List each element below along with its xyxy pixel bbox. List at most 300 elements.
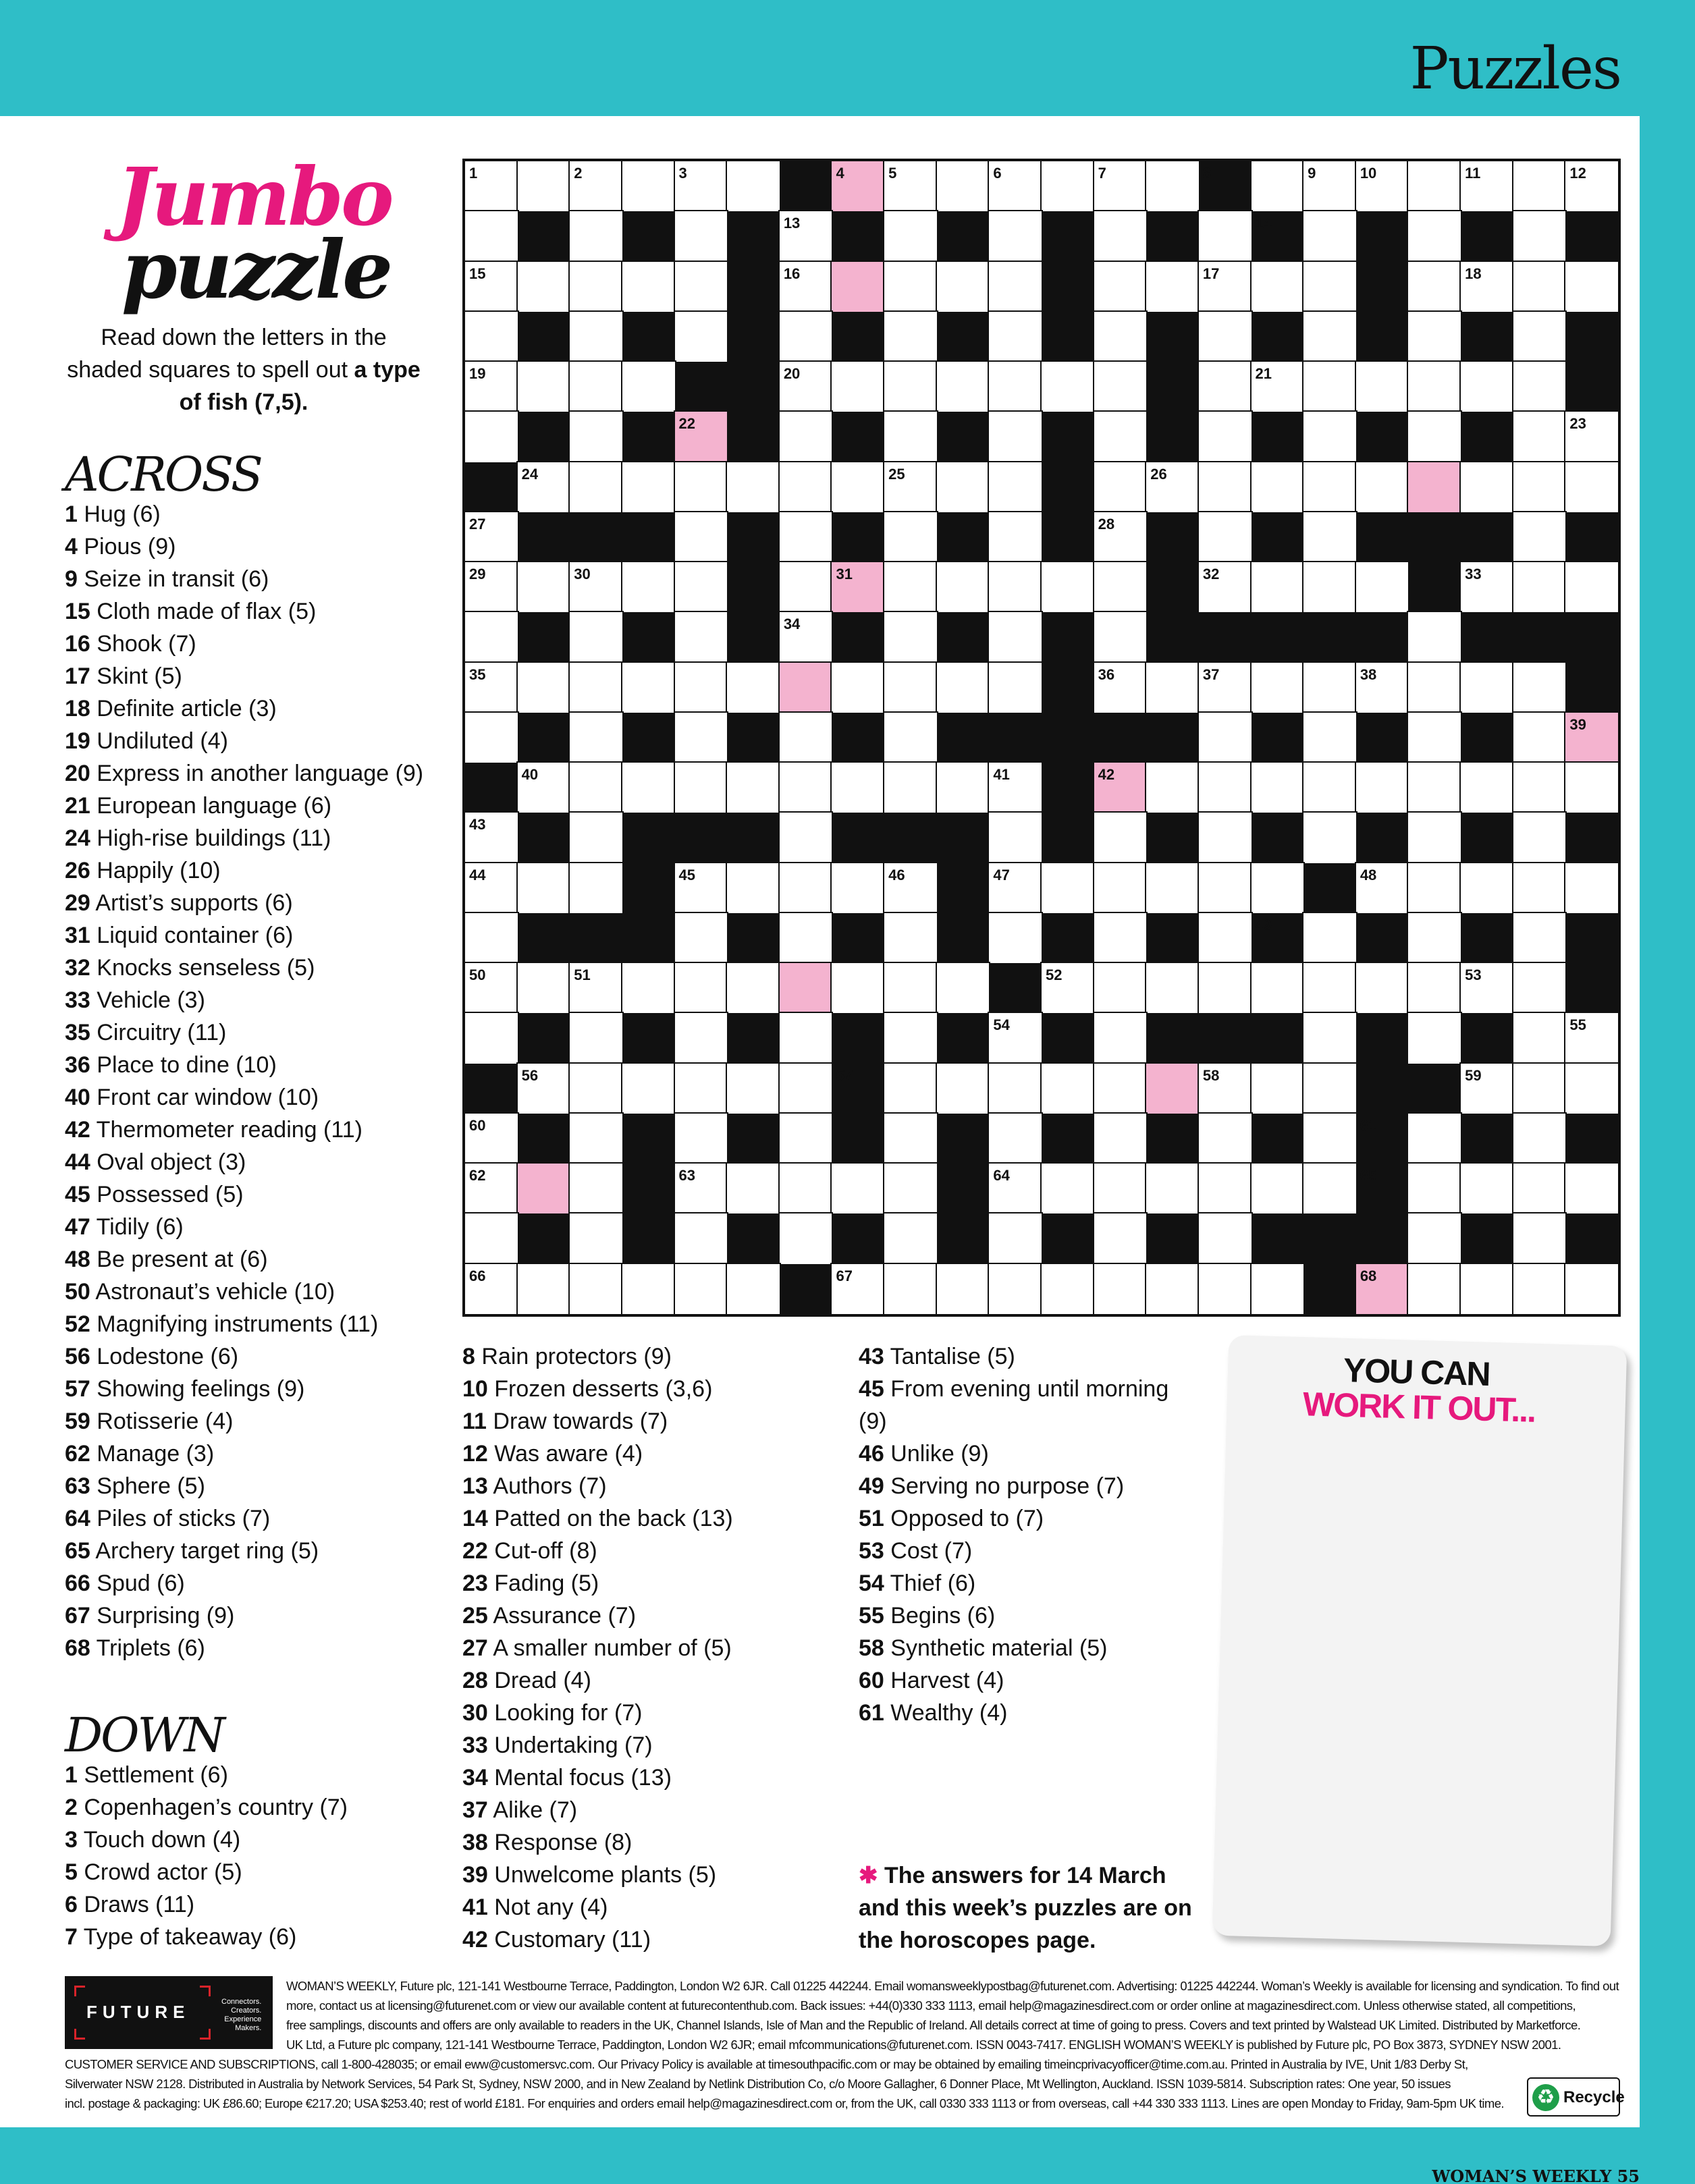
grid-cell[interactable] (1513, 713, 1566, 763)
grid-cell[interactable] (465, 1264, 518, 1314)
grid-cell[interactable] (1303, 963, 1356, 1013)
grid-cell[interactable] (884, 963, 937, 1013)
grid-cell[interactable] (1356, 763, 1409, 813)
grid-cell[interactable] (518, 763, 570, 813)
grid-cell[interactable] (1252, 262, 1304, 312)
grid-cell[interactable] (832, 1164, 884, 1213)
grid-cell[interactable] (937, 663, 990, 713)
grid-cell[interactable] (675, 1164, 728, 1213)
grid-cell[interactable] (1513, 312, 1566, 362)
grid-cell[interactable] (884, 1213, 937, 1263)
grid-cell[interactable] (832, 763, 884, 813)
grid-cell[interactable] (675, 1213, 728, 1263)
grid-cell[interactable] (675, 713, 728, 763)
grid-cell[interactable] (518, 663, 570, 713)
grid-cell[interactable] (1565, 1064, 1618, 1114)
grid-cell[interactable] (1303, 161, 1356, 211)
grid-cell[interactable] (1408, 663, 1461, 713)
grid-cell[interactable] (1094, 612, 1147, 662)
grid-cell[interactable] (832, 1264, 884, 1314)
grid-cell[interactable] (675, 1114, 728, 1164)
grid-cell[interactable] (780, 1114, 832, 1164)
grid-cell[interactable] (1252, 1264, 1304, 1314)
grid-cell[interactable] (622, 161, 675, 211)
grid-cell[interactable] (570, 612, 622, 662)
grid-cell[interactable] (1199, 211, 1252, 261)
grid-cell-shaded[interactable] (780, 663, 832, 713)
grid-cell[interactable] (937, 362, 990, 412)
grid-cell[interactable] (1513, 1264, 1566, 1314)
grid-cell[interactable] (884, 1164, 937, 1213)
grid-cell[interactable] (1408, 913, 1461, 963)
grid-cell[interactable] (780, 1164, 832, 1213)
grid-cell[interactable] (1513, 412, 1566, 462)
grid-cell[interactable] (989, 1213, 1042, 1263)
grid-cell[interactable] (1356, 161, 1409, 211)
grid-cell[interactable] (1513, 1114, 1566, 1164)
grid-cell[interactable] (989, 562, 1042, 612)
grid-cell[interactable] (884, 462, 937, 512)
grid-cell[interactable] (1356, 462, 1409, 512)
grid-cell[interactable] (1199, 1064, 1252, 1114)
grid-cell[interactable] (570, 1114, 622, 1164)
grid-cell[interactable] (884, 262, 937, 312)
grid-cell[interactable] (727, 963, 780, 1013)
grid-cell[interactable] (675, 612, 728, 662)
grid-cell[interactable] (989, 612, 1042, 662)
grid-cell-shaded[interactable] (1565, 713, 1618, 763)
grid-cell[interactable] (1513, 1213, 1566, 1263)
grid-cell[interactable] (1461, 562, 1513, 612)
grid-cell[interactable] (570, 462, 622, 512)
grid-cell[interactable] (1199, 1114, 1252, 1164)
grid-cell[interactable] (780, 913, 832, 963)
grid-cell[interactable] (780, 1213, 832, 1263)
grid-cell[interactable] (1199, 562, 1252, 612)
grid-cell[interactable] (780, 1064, 832, 1114)
grid-cell[interactable] (1042, 161, 1094, 211)
grid-cell[interactable] (884, 612, 937, 662)
grid-cell[interactable] (1408, 1164, 1461, 1213)
grid-cell[interactable] (989, 462, 1042, 512)
grid-cell[interactable] (937, 1264, 990, 1314)
grid-cell-shaded[interactable] (1146, 1064, 1199, 1114)
grid-cell[interactable] (1461, 963, 1513, 1013)
grid-cell[interactable] (1565, 1264, 1618, 1314)
grid-cell-shaded[interactable] (518, 1164, 570, 1213)
grid-cell[interactable] (1565, 412, 1618, 462)
grid-cell[interactable] (518, 1264, 570, 1314)
grid-cell[interactable] (1146, 663, 1199, 713)
grid-cell[interactable] (465, 913, 518, 963)
grid-cell[interactable] (465, 412, 518, 462)
grid-cell[interactable] (518, 462, 570, 512)
grid-cell[interactable] (1094, 462, 1147, 512)
grid-cell[interactable] (1513, 1164, 1566, 1213)
grid-cell[interactable] (1408, 1114, 1461, 1164)
grid-cell[interactable] (465, 1013, 518, 1063)
grid-cell[interactable] (1199, 813, 1252, 863)
grid-cell[interactable] (1408, 1013, 1461, 1063)
grid-cell[interactable] (1303, 462, 1356, 512)
grid-cell[interactable] (1252, 462, 1304, 512)
grid-cell[interactable] (570, 863, 622, 913)
grid-cell[interactable] (675, 863, 728, 913)
grid-cell[interactable] (1303, 813, 1356, 863)
grid-cell[interactable] (727, 1164, 780, 1213)
grid-cell[interactable] (1042, 562, 1094, 612)
grid-cell[interactable] (1513, 462, 1566, 512)
grid-cell[interactable] (1199, 913, 1252, 963)
grid-cell[interactable] (518, 161, 570, 211)
grid-cell[interactable] (1565, 1013, 1618, 1063)
grid-cell[interactable] (1408, 763, 1461, 813)
grid-cell[interactable] (989, 362, 1042, 412)
grid-cell[interactable] (989, 913, 1042, 963)
grid-cell[interactable] (1146, 963, 1199, 1013)
grid-cell[interactable] (1408, 713, 1461, 763)
grid-cell[interactable] (780, 863, 832, 913)
grid-cell[interactable] (780, 1013, 832, 1063)
grid-cell[interactable] (884, 211, 937, 261)
grid-cell[interactable] (780, 362, 832, 412)
grid-cell[interactable] (1408, 262, 1461, 312)
grid-cell[interactable] (937, 963, 990, 1013)
grid-cell[interactable] (1461, 161, 1513, 211)
grid-cell[interactable] (465, 312, 518, 362)
grid-cell[interactable] (1303, 211, 1356, 261)
grid-cell[interactable] (1303, 1164, 1356, 1213)
grid-cell[interactable] (727, 663, 780, 713)
grid-cell[interactable] (518, 262, 570, 312)
grid-cell[interactable] (1513, 512, 1566, 562)
grid-cell[interactable] (570, 1264, 622, 1314)
grid-cell[interactable] (1199, 763, 1252, 813)
grid-cell[interactable] (989, 512, 1042, 562)
grid-cell[interactable] (989, 211, 1042, 261)
grid-cell[interactable] (1303, 362, 1356, 412)
grid-cell[interactable] (1199, 512, 1252, 562)
grid-cell[interactable] (780, 312, 832, 362)
grid-cell[interactable] (1094, 913, 1147, 963)
grid-cell[interactable] (1042, 1264, 1094, 1314)
grid-cell[interactable] (1303, 1013, 1356, 1063)
grid-cell[interactable] (1094, 161, 1147, 211)
grid-cell[interactable] (465, 262, 518, 312)
grid-cell-shaded[interactable] (1408, 462, 1461, 512)
grid-cell[interactable] (570, 1064, 622, 1114)
grid-cell[interactable] (1461, 1164, 1513, 1213)
grid-cell[interactable] (622, 362, 675, 412)
grid-cell[interactable] (1513, 863, 1566, 913)
grid-cell[interactable] (1303, 412, 1356, 462)
grid-cell[interactable] (570, 963, 622, 1013)
grid-cell[interactable] (1199, 462, 1252, 512)
grid-cell[interactable] (989, 1064, 1042, 1114)
grid-cell[interactable] (1565, 462, 1618, 512)
grid-cell[interactable] (1461, 763, 1513, 813)
grid-cell[interactable] (570, 161, 622, 211)
grid-cell[interactable] (1094, 412, 1147, 462)
grid-cell[interactable] (1303, 763, 1356, 813)
grid-cell[interactable] (727, 1264, 780, 1314)
grid-cell[interactable] (1303, 562, 1356, 612)
grid-cell[interactable] (1199, 312, 1252, 362)
grid-cell[interactable] (1513, 161, 1566, 211)
grid-cell[interactable] (884, 1064, 937, 1114)
grid-cell[interactable] (989, 262, 1042, 312)
grid-cell[interactable] (1565, 262, 1618, 312)
grid-cell[interactable] (1199, 863, 1252, 913)
crossword-grid[interactable] (462, 159, 1621, 1317)
grid-cell[interactable] (675, 462, 728, 512)
grid-cell[interactable] (884, 161, 937, 211)
grid-cell-shaded[interactable] (780, 963, 832, 1013)
grid-cell[interactable] (1408, 312, 1461, 362)
grid-cell[interactable] (1252, 1064, 1304, 1114)
grid-cell[interactable] (884, 362, 937, 412)
grid-cell[interactable] (1094, 663, 1147, 713)
grid-cell[interactable] (570, 763, 622, 813)
grid-cell[interactable] (1408, 612, 1461, 662)
grid-cell[interactable] (622, 963, 675, 1013)
grid-cell[interactable] (570, 663, 622, 713)
grid-cell[interactable] (780, 462, 832, 512)
grid-cell[interactable] (1461, 362, 1513, 412)
grid-cell[interactable] (937, 562, 990, 612)
grid-cell[interactable] (1094, 1114, 1147, 1164)
grid-cell[interactable] (570, 713, 622, 763)
grid-cell[interactable] (1252, 963, 1304, 1013)
grid-cell[interactable] (727, 1064, 780, 1114)
grid-cell[interactable] (1303, 663, 1356, 713)
grid-cell[interactable] (1303, 312, 1356, 362)
grid-cell[interactable] (675, 1264, 728, 1314)
grid-cell[interactable] (1513, 813, 1566, 863)
grid-cell[interactable] (465, 713, 518, 763)
grid-cell[interactable] (570, 1213, 622, 1263)
grid-cell[interactable] (1408, 1213, 1461, 1263)
grid-cell[interactable] (884, 512, 937, 562)
grid-cell[interactable] (727, 462, 780, 512)
grid-cell[interactable] (1146, 863, 1199, 913)
grid-cell[interactable] (1513, 211, 1566, 261)
grid-cell[interactable] (832, 362, 884, 412)
grid-cell[interactable] (1042, 863, 1094, 913)
grid-cell[interactable] (675, 913, 728, 963)
grid-cell[interactable] (1408, 161, 1461, 211)
grid-cell[interactable] (832, 863, 884, 913)
grid-cell[interactable] (780, 713, 832, 763)
grid-cell[interactable] (1094, 1213, 1147, 1263)
grid-cell[interactable] (675, 262, 728, 312)
grid-cell[interactable] (518, 562, 570, 612)
grid-cell[interactable] (675, 763, 728, 813)
grid-cell[interactable] (1513, 913, 1566, 963)
grid-cell[interactable] (832, 963, 884, 1013)
grid-cell[interactable] (1252, 763, 1304, 813)
grid-cell[interactable] (832, 462, 884, 512)
grid-cell[interactable] (675, 963, 728, 1013)
grid-cell[interactable] (1042, 1064, 1094, 1114)
grid-cell[interactable] (622, 462, 675, 512)
grid-cell[interactable] (1356, 663, 1409, 713)
grid-cell[interactable] (1199, 663, 1252, 713)
grid-cell[interactable] (465, 863, 518, 913)
grid-cell[interactable] (1094, 1013, 1147, 1063)
grid-cell[interactable] (1094, 211, 1147, 261)
grid-cell[interactable] (1565, 763, 1618, 813)
grid-cell[interactable] (465, 512, 518, 562)
grid-cell[interactable] (1303, 913, 1356, 963)
grid-cell[interactable] (1408, 211, 1461, 261)
grid-cell[interactable] (465, 161, 518, 211)
grid-cell[interactable] (1199, 262, 1252, 312)
grid-cell[interactable] (989, 1264, 1042, 1314)
grid-cell[interactable] (1146, 462, 1199, 512)
grid-cell[interactable] (884, 1114, 937, 1164)
grid-cell[interactable] (727, 863, 780, 913)
grid-cell[interactable] (989, 763, 1042, 813)
grid-cell[interactable] (1094, 1164, 1147, 1213)
grid-cell[interactable] (884, 713, 937, 763)
grid-cell[interactable] (465, 1213, 518, 1263)
grid-cell[interactable] (1199, 1213, 1252, 1263)
grid-cell[interactable] (884, 412, 937, 462)
grid-cell[interactable] (937, 462, 990, 512)
grid-cell[interactable] (570, 312, 622, 362)
grid-cell[interactable] (622, 562, 675, 612)
grid-cell[interactable] (518, 362, 570, 412)
grid-cell[interactable] (570, 211, 622, 261)
grid-cell[interactable] (780, 813, 832, 863)
grid-cell[interactable] (1094, 1064, 1147, 1114)
grid-cell[interactable] (1042, 963, 1094, 1013)
grid-cell[interactable] (1513, 362, 1566, 412)
grid-cell[interactable] (832, 663, 884, 713)
grid-cell[interactable] (675, 161, 728, 211)
grid-cell[interactable] (780, 763, 832, 813)
grid-cell-shaded[interactable] (1356, 1264, 1409, 1314)
grid-cell[interactable] (1199, 362, 1252, 412)
grid-cell[interactable] (1513, 1013, 1566, 1063)
grid-cell[interactable] (1461, 462, 1513, 512)
grid-cell[interactable] (1042, 1164, 1094, 1213)
grid-cell[interactable] (1461, 863, 1513, 913)
grid-cell[interactable] (1094, 262, 1147, 312)
grid-cell[interactable] (622, 262, 675, 312)
grid-cell[interactable] (989, 663, 1042, 713)
grid-cell-shaded[interactable] (832, 262, 884, 312)
grid-cell[interactable] (675, 1064, 728, 1114)
grid-cell[interactable] (1252, 863, 1304, 913)
grid-cell[interactable] (1565, 161, 1618, 211)
grid-cell[interactable] (780, 612, 832, 662)
grid-cell[interactable] (1146, 262, 1199, 312)
grid-cell[interactable] (465, 1114, 518, 1164)
grid-cell[interactable] (675, 663, 728, 713)
grid-cell[interactable] (570, 1164, 622, 1213)
grid-cell[interactable] (465, 663, 518, 713)
grid-cell[interactable] (1461, 1264, 1513, 1314)
grid-cell[interactable] (1303, 1114, 1356, 1164)
grid-cell[interactable] (1252, 1164, 1304, 1213)
grid-cell[interactable] (465, 963, 518, 1013)
grid-cell[interactable] (1513, 663, 1566, 713)
grid-cell[interactable] (1094, 963, 1147, 1013)
grid-cell[interactable] (570, 1013, 622, 1063)
grid-cell[interactable] (518, 963, 570, 1013)
grid-cell[interactable] (1094, 362, 1147, 412)
grid-cell[interactable] (1408, 412, 1461, 462)
grid-cell[interactable] (989, 1013, 1042, 1063)
grid-cell[interactable] (1094, 813, 1147, 863)
grid-cell[interactable] (780, 262, 832, 312)
grid-cell-shaded[interactable] (832, 161, 884, 211)
grid-cell[interactable] (1199, 1264, 1252, 1314)
grid-cell[interactable] (1199, 412, 1252, 462)
grid-cell[interactable] (1408, 1264, 1461, 1314)
grid-cell[interactable] (1408, 362, 1461, 412)
grid-cell[interactable] (1199, 1164, 1252, 1213)
grid-cell[interactable] (989, 813, 1042, 863)
grid-cell[interactable] (1565, 562, 1618, 612)
grid-cell[interactable] (937, 763, 990, 813)
grid-cell[interactable] (1094, 1264, 1147, 1314)
grid-cell[interactable] (570, 412, 622, 462)
grid-cell[interactable] (1042, 362, 1094, 412)
grid-cell[interactable] (1252, 362, 1304, 412)
grid-cell[interactable] (675, 512, 728, 562)
grid-cell[interactable] (1146, 1164, 1199, 1213)
grid-cell[interactable] (1146, 161, 1199, 211)
grid-cell[interactable] (1461, 1064, 1513, 1114)
grid-cell[interactable] (465, 1164, 518, 1213)
grid-cell[interactable] (1565, 863, 1618, 913)
grid-cell[interactable] (884, 312, 937, 362)
grid-cell[interactable] (1146, 763, 1199, 813)
grid-cell[interactable] (884, 863, 937, 913)
grid-cell[interactable] (1094, 863, 1147, 913)
grid-cell[interactable] (780, 412, 832, 462)
grid-cell[interactable] (937, 262, 990, 312)
grid-cell[interactable] (1303, 262, 1356, 312)
grid-cell[interactable] (465, 813, 518, 863)
grid-cell[interactable] (1356, 963, 1409, 1013)
grid-cell[interactable] (780, 562, 832, 612)
grid-cell[interactable] (1252, 562, 1304, 612)
grid-cell[interactable] (1356, 863, 1409, 913)
grid-cell[interactable] (780, 211, 832, 261)
grid-cell[interactable] (780, 512, 832, 562)
grid-cell-shaded[interactable] (675, 412, 728, 462)
grid-cell[interactable] (1513, 562, 1566, 612)
grid-cell[interactable] (989, 161, 1042, 211)
grid-cell[interactable] (675, 1013, 728, 1063)
grid-cell[interactable] (989, 312, 1042, 362)
grid-cell[interactable] (884, 562, 937, 612)
grid-cell[interactable] (675, 211, 728, 261)
grid-cell[interactable] (884, 663, 937, 713)
grid-cell[interactable] (1303, 1064, 1356, 1114)
grid-cell[interactable] (884, 763, 937, 813)
grid-cell[interactable] (622, 1064, 675, 1114)
grid-cell[interactable] (937, 1064, 990, 1114)
grid-cell[interactable] (465, 362, 518, 412)
grid-cell[interactable] (1513, 262, 1566, 312)
grid-cell[interactable] (884, 913, 937, 963)
grid-cell[interactable] (1252, 663, 1304, 713)
